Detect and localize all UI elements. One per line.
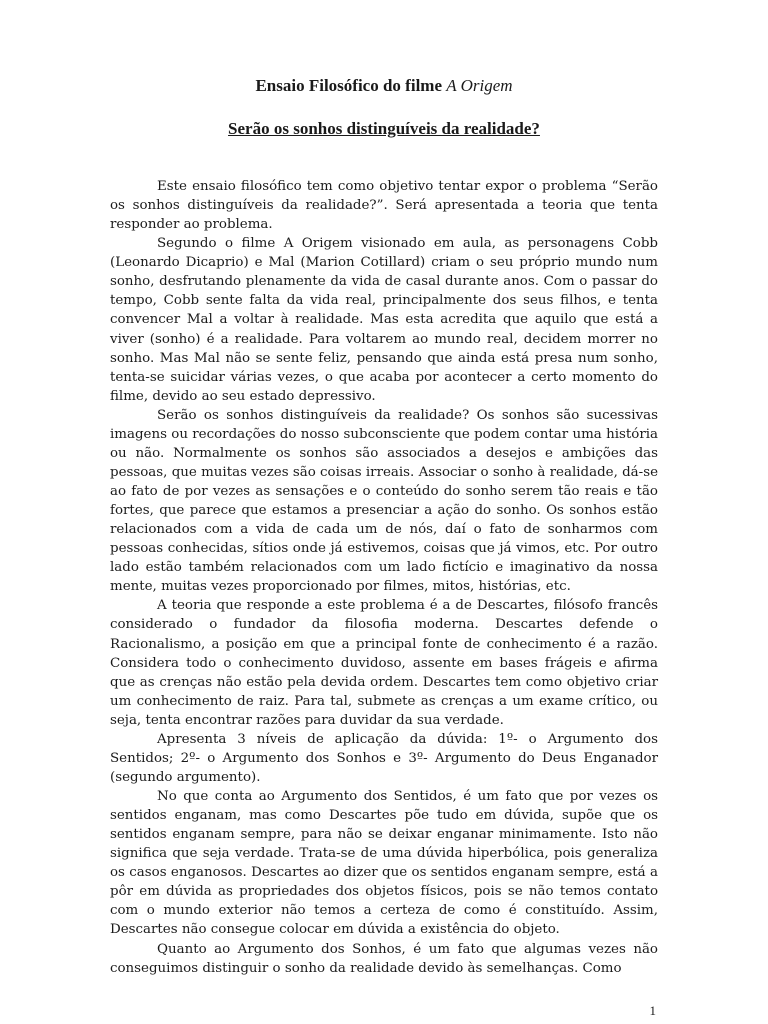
paragraph: Serão os sonhos distinguíveis da realidade? Os sonhos são sucessivas imagens ou recordações do nosso subconsciente que podem contar uma história ou não. Normalmente os sonhos são associados a desejos e ambições das pessoas, que muitas vezes são coisas irreais. Associar o sonho à realidade, dá-se ao fato de por vezes as sensações e o conteúdo do sonho serem tão reais e tão fortes, que parece que estamos a presenciar a ação do sonho. Os sonhos estão relacionados com a vida de cada um de nós, daí o fato de sonharmos com pessoas conhecidas, sítios onde já estivemos, coisas que já vimos, etc. Por outro lado estão também relacionados com um lado fictício e imaginativo da nossa mente, muitas vezes proporcionado por filmes, mitos, histórias, etc. bbox=[110, 407, 658, 595]
paragraph: Quanto ao Argumento dos Sonhos, é um fato que algumas vezes não conseguimos distinguir o sonho da realidade devido às semelhanças. Como bbox=[110, 941, 658, 976]
film-title: A Origem bbox=[446, 76, 513, 95]
document-page bbox=[110, 0, 658, 1024]
paragraph: Apresenta 3 níveis de aplicação da dúvida: 1º- o Argumento dos Sentidos; 2º- o Argumento dos Sonhos e 3º- Argumento do Deus Enganador (segundo argumento). bbox=[110, 731, 658, 785]
paragraph: No que conta ao Argumento dos Sentidos, é um fato que por vezes os sentidos enganam, mas como Descartes põe tudo em dúvida, supõe que os sentidos enganam sempre, para não se deixar enganar minimamente. Isto não significa que seja verdade. Trata-se de uma dúvida hiperbólica, pois generaliza os casos enganosos. Descartes ao dizer que os sentidos enganam sempre, está a pôr em dúvida as propriedades dos objetos físicos, pois se não temos contato com o mundo exterior não temos a certeza de como é constituído. Assim, Descartes não consegue colocar em dúvida a existência do objeto. bbox=[110, 789, 658, 938]
paragraph: Segundo o filme A Origem visionado em aula, as personagens Cobb (Leonardo Dicaprio) e Mal (Marion Cotillard) criam o seu próprio mundo num sonho, desfrutando plenamente da vida de casal durante anos. Com o passar do tempo, Cobb sente falta da vida real, principalmente dos seus filhos, e tenta convencer Mal a voltar à realidade. Mas esta acredita que aquilo que está a viver (sonho) é a realidade. Para voltarem ao mundo real, decidem morrer no sonho. Mas Mal não se sente feliz, pensando que ainda está presa num sonho, tenta-se suicidar várias vezes, o que acaba por acontecer a certo momento do filme, devido ao seu estado depressivo. bbox=[110, 236, 658, 404]
paragraph: Este ensaio filosófico tem como objetivo tentar expor o problema “Serão os sonhos distinguíveis da realidade?”. Será apresentada a teoria que tenta responder ao problema. bbox=[110, 179, 658, 233]
page-number: 1 bbox=[649, 1003, 656, 1018]
document-subtitle: Serão os sonhos distinguíveis da realidade? bbox=[228, 119, 540, 138]
document-body bbox=[110, 177, 658, 978]
paragraph: A teoria que responde a este problema é a de Descartes, filósofo francês considerado o fundador da filosofia moderna. Descartes defende o Racionalismo, a posição em que a principal fonte de conhecimento é a razão. Considera todo o conhecimento duvidoso, assente em bases frágeis e afirma que as crenças não estão pela devida ordem. Descartes tem como objetivo criar um conhecimento de raiz. Para tal, submete as crenças a um exame crítico, ou seja, tenta encontrar razões para duvidar da sua verdade. bbox=[110, 598, 658, 728]
document-title-text: Ensaio Filosófico do filme bbox=[255, 76, 442, 95]
document-title bbox=[110, 74, 658, 98]
